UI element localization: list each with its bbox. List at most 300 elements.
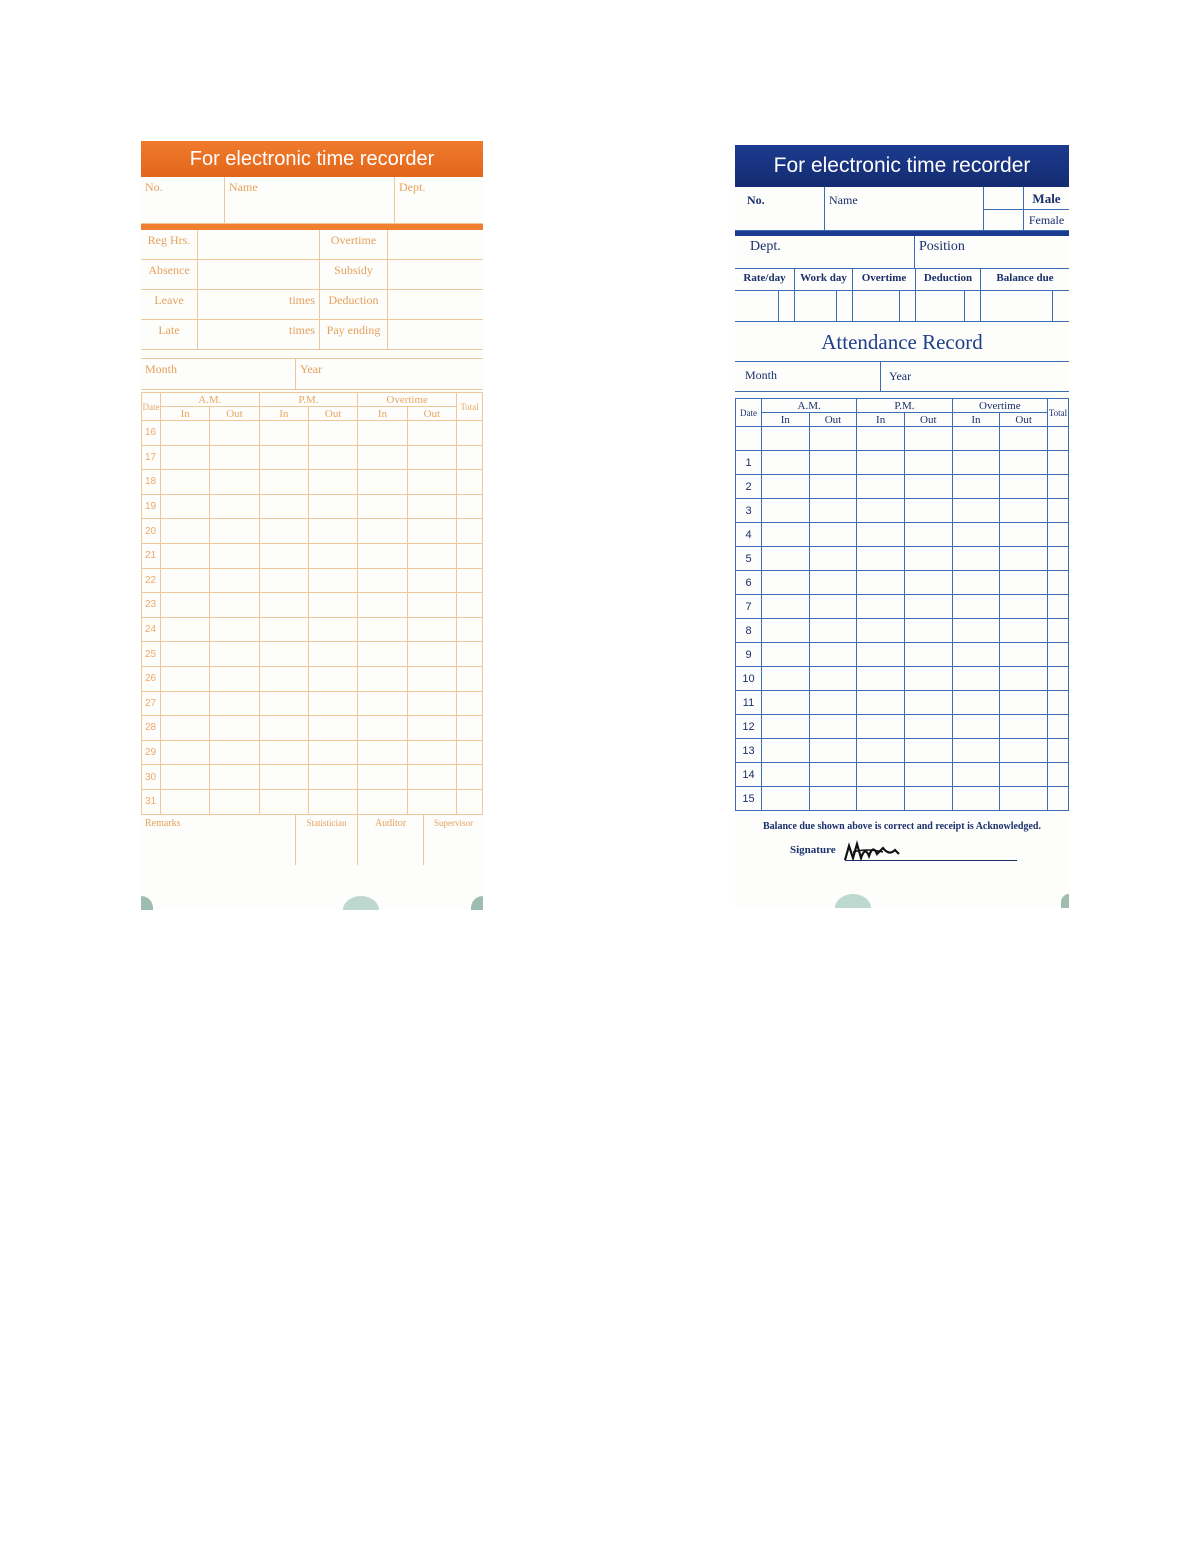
blue-time-cell[interactable] xyxy=(857,571,905,595)
orange-time-cell[interactable] xyxy=(210,765,259,790)
orange-time-cell[interactable] xyxy=(210,740,259,765)
orange-time-cell[interactable] xyxy=(358,691,407,716)
blue-time-cell[interactable] xyxy=(1048,619,1069,643)
blue-time-cell[interactable] xyxy=(762,499,810,523)
orange-time-cell[interactable] xyxy=(259,789,308,814)
orange-time-cell[interactable] xyxy=(259,765,308,790)
orange-time-cell[interactable] xyxy=(161,666,210,691)
blue-time-cell[interactable] xyxy=(1000,667,1048,691)
orange-card-corner xyxy=(141,896,153,910)
blue-time-cell[interactable] xyxy=(762,427,810,451)
orange-time-cell[interactable] xyxy=(210,789,259,814)
blue-name-field[interactable]: Name xyxy=(825,187,984,230)
blue-time-cell[interactable] xyxy=(857,643,905,667)
orange-time-cell[interactable] xyxy=(161,445,210,470)
orange-supervisor-field[interactable]: Supervisor xyxy=(434,817,473,828)
orange-time-cell[interactable] xyxy=(259,445,308,470)
orange-time-cell[interactable] xyxy=(407,470,456,495)
orange-time-cell[interactable] xyxy=(358,666,407,691)
blue-time-cell[interactable] xyxy=(1000,475,1048,499)
orange-time-cell[interactable] xyxy=(407,666,456,691)
orange-info-unit[interactable]: times xyxy=(198,290,320,319)
orange-info-value[interactable] xyxy=(388,230,483,259)
orange-time-cell[interactable] xyxy=(259,568,308,593)
orange-time-cell[interactable] xyxy=(457,421,483,446)
orange-pm-header: P.M. xyxy=(259,393,358,407)
orange-time-cell[interactable] xyxy=(407,691,456,716)
blue-time-cell[interactable] xyxy=(1048,595,1069,619)
blue-date-row xyxy=(736,451,1069,475)
blue-time-cell[interactable] xyxy=(904,643,952,667)
blue-month-row xyxy=(735,362,1069,392)
blue-time-cell[interactable] xyxy=(857,763,905,787)
orange-time-cell[interactable] xyxy=(210,445,259,470)
orange-time-cell[interactable] xyxy=(259,494,308,519)
orange-info-unit[interactable] xyxy=(198,230,320,259)
orange-time-cell[interactable] xyxy=(308,593,357,618)
orange-time-cell[interactable] xyxy=(259,642,308,667)
blue-time-cell[interactable] xyxy=(857,499,905,523)
orange-info-label: Overtime xyxy=(320,230,388,259)
orange-time-cell[interactable] xyxy=(457,642,483,667)
blue-time-cell[interactable] xyxy=(857,427,905,451)
orange-time-cell[interactable] xyxy=(259,470,308,495)
blue-time-cell[interactable] xyxy=(1000,739,1048,763)
orange-time-cell[interactable] xyxy=(358,421,407,446)
blue-time-cell[interactable] xyxy=(1048,427,1069,451)
blue-time-cell[interactable] xyxy=(1000,691,1048,715)
blue-time-cell[interactable] xyxy=(809,451,857,475)
blue-dept-field[interactable]: Dept. xyxy=(735,236,915,268)
blue-time-cell[interactable] xyxy=(952,643,1000,667)
orange-date-label: 31 xyxy=(142,789,161,814)
orange-name-field[interactable]: Name xyxy=(225,177,395,223)
orange-time-cell[interactable] xyxy=(308,691,357,716)
orange-time-cell[interactable] xyxy=(358,445,407,470)
orange-time-cell[interactable] xyxy=(308,470,357,495)
blue-time-cell[interactable] xyxy=(857,619,905,643)
blue-time-cell[interactable] xyxy=(762,523,810,547)
orange-time-cell[interactable] xyxy=(457,691,483,716)
orange-time-cell[interactable] xyxy=(308,765,357,790)
orange-time-cell[interactable] xyxy=(161,691,210,716)
blue-time-cell[interactable] xyxy=(1000,499,1048,523)
orange-time-cell[interactable] xyxy=(308,543,357,568)
blue-pay-cell[interactable] xyxy=(916,291,965,321)
blue-year-field[interactable]: Year xyxy=(889,369,912,383)
orange-info-value[interactable] xyxy=(388,260,483,289)
blue-time-cell[interactable] xyxy=(762,691,810,715)
orange-time-cell[interactable] xyxy=(308,740,357,765)
blue-time-cell[interactable] xyxy=(952,787,1000,811)
blue-time-cell[interactable] xyxy=(857,451,905,475)
orange-date-label: 29 xyxy=(142,740,161,765)
blue-time-cell[interactable] xyxy=(1000,451,1048,475)
blue-time-cell[interactable] xyxy=(1048,763,1069,787)
blue-date-label: 14 xyxy=(736,763,762,787)
orange-time-cell[interactable] xyxy=(308,617,357,642)
orange-time-cell[interactable] xyxy=(358,789,407,814)
orange-time-cell[interactable] xyxy=(407,421,456,446)
orange-no-field[interactable]: No. xyxy=(141,177,225,223)
blue-female-box[interactable] xyxy=(984,210,1023,230)
signature-line xyxy=(845,860,1017,861)
blue-time-cell[interactable] xyxy=(952,499,1000,523)
orange-time-cell[interactable] xyxy=(407,740,456,765)
blue-time-cell[interactable] xyxy=(809,787,857,811)
orange-time-cell[interactable] xyxy=(210,617,259,642)
orange-time-cell[interactable] xyxy=(308,642,357,667)
orange-date-row xyxy=(142,568,483,593)
blue-time-cell[interactable] xyxy=(1000,595,1048,619)
blue-time-cell[interactable] xyxy=(762,451,810,475)
blue-time-cell[interactable] xyxy=(952,451,1000,475)
orange-time-cell[interactable] xyxy=(407,789,456,814)
orange-time-cell[interactable] xyxy=(210,421,259,446)
orange-time-cell[interactable] xyxy=(210,568,259,593)
blue-time-cell[interactable] xyxy=(809,739,857,763)
blue-pay-cell[interactable] xyxy=(795,291,837,321)
blue-time-cell[interactable] xyxy=(1000,763,1048,787)
blue-time-cell[interactable] xyxy=(809,715,857,739)
orange-info-value[interactable] xyxy=(388,320,483,349)
blue-time-cell[interactable] xyxy=(762,643,810,667)
blue-time-cell[interactable] xyxy=(952,427,1000,451)
blue-time-cell[interactable] xyxy=(857,667,905,691)
orange-statistician-field[interactable]: Statistician xyxy=(296,815,358,865)
orange-info-row xyxy=(141,290,483,320)
blue-time-cell[interactable] xyxy=(762,595,810,619)
orange-time-cell[interactable] xyxy=(407,543,456,568)
blue-time-cell[interactable] xyxy=(762,475,810,499)
orange-time-cell[interactable] xyxy=(161,421,210,446)
blue-pay-cell[interactable] xyxy=(965,291,981,321)
blue-time-cell[interactable] xyxy=(857,715,905,739)
orange-time-cell[interactable] xyxy=(308,716,357,741)
blue-time-cell[interactable] xyxy=(1000,715,1048,739)
orange-time-cell[interactable] xyxy=(259,593,308,618)
orange-time-cell[interactable] xyxy=(259,543,308,568)
blue-pay-cell[interactable] xyxy=(837,291,853,321)
orange-time-cell[interactable] xyxy=(161,740,210,765)
orange-date-label: 16 xyxy=(142,421,161,446)
orange-time-cell[interactable] xyxy=(210,666,259,691)
orange-time-cell[interactable] xyxy=(358,740,407,765)
orange-time-cell[interactable] xyxy=(161,765,210,790)
blue-time-cell[interactable] xyxy=(762,547,810,571)
blue-time-cell[interactable] xyxy=(952,571,1000,595)
blue-time-cell[interactable] xyxy=(952,595,1000,619)
orange-time-cell[interactable] xyxy=(161,519,210,544)
orange-time-cell[interactable] xyxy=(358,470,407,495)
blue-time-cell[interactable] xyxy=(762,619,810,643)
orange-time-cell[interactable] xyxy=(161,593,210,618)
orange-time-cell[interactable] xyxy=(358,519,407,544)
blue-time-cell[interactable] xyxy=(1048,739,1069,763)
blue-time-cell[interactable] xyxy=(857,595,905,619)
orange-date-label: 21 xyxy=(142,543,161,568)
blue-time-cell[interactable] xyxy=(1048,715,1069,739)
orange-time-cell[interactable] xyxy=(259,716,308,741)
blue-date-row xyxy=(736,739,1069,763)
orange-year-field[interactable]: Year xyxy=(300,362,323,376)
blue-gender-labels xyxy=(1024,187,1069,230)
blue-time-cell[interactable] xyxy=(1048,667,1069,691)
orange-info-label: Leave xyxy=(141,290,198,319)
blue-time-cell[interactable] xyxy=(904,475,952,499)
blue-date-label: 6 xyxy=(736,571,762,595)
orange-time-cell[interactable] xyxy=(259,519,308,544)
blue-time-cell[interactable] xyxy=(904,763,952,787)
orange-time-cell[interactable] xyxy=(161,716,210,741)
orange-time-cell[interactable] xyxy=(161,789,210,814)
blue-date-row xyxy=(736,571,1069,595)
orange-time-cell[interactable] xyxy=(259,740,308,765)
blue-time-cell[interactable] xyxy=(952,475,1000,499)
blue-time-cell[interactable] xyxy=(809,571,857,595)
blue-out-header: Out xyxy=(904,413,952,427)
blue-time-cell[interactable] xyxy=(1000,619,1048,643)
orange-time-cell[interactable] xyxy=(358,543,407,568)
orange-time-cell[interactable] xyxy=(407,519,456,544)
blue-time-cell[interactable] xyxy=(857,739,905,763)
orange-time-cell[interactable] xyxy=(259,691,308,716)
orange-date-row xyxy=(142,445,483,470)
orange-time-cell[interactable] xyxy=(407,568,456,593)
orange-time-cell[interactable] xyxy=(457,716,483,741)
blue-male-box[interactable] xyxy=(984,187,1023,210)
orange-time-cell[interactable] xyxy=(358,617,407,642)
blue-date-label: 4 xyxy=(736,523,762,547)
blue-date-label: 13 xyxy=(736,739,762,763)
blue-time-cell[interactable] xyxy=(1048,451,1069,475)
blue-time-cell[interactable] xyxy=(762,787,810,811)
blue-time-cell[interactable] xyxy=(1000,643,1048,667)
blue-time-cell[interactable] xyxy=(952,619,1000,643)
orange-out-header: Out xyxy=(210,407,259,421)
orange-info-value[interactable] xyxy=(388,290,483,319)
blue-time-cell[interactable] xyxy=(904,691,952,715)
orange-time-cell[interactable] xyxy=(308,666,357,691)
blue-time-cell[interactable] xyxy=(857,523,905,547)
blue-time-cell[interactable] xyxy=(762,667,810,691)
blue-time-cell[interactable] xyxy=(952,523,1000,547)
blue-pay-values-row xyxy=(735,291,1069,322)
blue-time-cell[interactable] xyxy=(952,763,1000,787)
blue-time-cell[interactable] xyxy=(1000,523,1048,547)
blue-pay-cell[interactable] xyxy=(1053,291,1069,321)
orange-time-cell[interactable] xyxy=(161,617,210,642)
orange-date-label: 22 xyxy=(142,568,161,593)
blue-time-cell[interactable] xyxy=(1048,691,1069,715)
orange-time-cell[interactable] xyxy=(407,494,456,519)
orange-time-cell[interactable] xyxy=(308,421,357,446)
blue-time-cell[interactable] xyxy=(1048,571,1069,595)
orange-time-cell[interactable] xyxy=(259,617,308,642)
blue-time-cell[interactable] xyxy=(857,547,905,571)
blue-time-cell[interactable] xyxy=(809,475,857,499)
orange-time-cell[interactable] xyxy=(161,642,210,667)
blue-time-cell[interactable] xyxy=(809,763,857,787)
blue-time-cell[interactable] xyxy=(1000,787,1048,811)
orange-remarks-field[interactable]: Remarks xyxy=(141,815,296,865)
orange-out-header: Out xyxy=(308,407,357,421)
blue-time-cell[interactable] xyxy=(809,499,857,523)
orange-time-cell[interactable] xyxy=(457,666,483,691)
orange-time-cell[interactable] xyxy=(210,543,259,568)
blue-overtime-header: Overtime xyxy=(853,269,916,290)
blue-time-cell[interactable] xyxy=(809,691,857,715)
orange-time-cell[interactable] xyxy=(358,568,407,593)
blue-time-cell[interactable] xyxy=(1048,499,1069,523)
blue-month-field[interactable]: Month xyxy=(735,362,881,391)
blue-no-field[interactable]: No. xyxy=(735,187,825,230)
blue-pay-cell[interactable] xyxy=(735,291,779,321)
blue-pay-cell[interactable] xyxy=(981,291,1053,321)
blue-time-cell[interactable] xyxy=(904,547,952,571)
blue-time-cell[interactable] xyxy=(952,667,1000,691)
blue-time-cell[interactable] xyxy=(1048,523,1069,547)
blue-time-cell[interactable] xyxy=(857,691,905,715)
orange-time-cell[interactable] xyxy=(457,617,483,642)
orange-auditor-field[interactable]: Auditor xyxy=(358,815,424,865)
blue-time-cell[interactable] xyxy=(809,523,857,547)
orange-time-cell[interactable] xyxy=(210,519,259,544)
orange-time-cell[interactable] xyxy=(457,494,483,519)
orange-info-unit[interactable]: times xyxy=(198,320,320,349)
blue-time-cell[interactable] xyxy=(904,523,952,547)
orange-time-cell[interactable] xyxy=(161,568,210,593)
blue-pay-cell[interactable] xyxy=(853,291,900,321)
orange-time-cell[interactable] xyxy=(407,593,456,618)
orange-time-cell[interactable] xyxy=(259,666,308,691)
orange-info-label: Subsidy xyxy=(320,260,388,289)
orange-time-cell[interactable] xyxy=(457,740,483,765)
orange-info-unit[interactable] xyxy=(198,260,320,289)
blue-date-row xyxy=(736,427,1069,451)
blue-date-label xyxy=(736,427,762,451)
blue-date-label: 1 xyxy=(736,451,762,475)
blue-time-cell[interactable] xyxy=(809,643,857,667)
blue-time-cell[interactable] xyxy=(904,571,952,595)
orange-time-cell[interactable] xyxy=(210,691,259,716)
blue-time-cell[interactable] xyxy=(1048,547,1069,571)
orange-time-cell[interactable] xyxy=(308,445,357,470)
blue-time-cell[interactable] xyxy=(809,595,857,619)
blue-time-cell[interactable] xyxy=(952,547,1000,571)
orange-time-cell[interactable] xyxy=(358,716,407,741)
orange-time-cell[interactable] xyxy=(457,568,483,593)
orange-time-cell[interactable] xyxy=(210,470,259,495)
orange-time-cell[interactable] xyxy=(457,470,483,495)
orange-time-cell[interactable] xyxy=(210,593,259,618)
orange-time-cell[interactable] xyxy=(457,445,483,470)
orange-time-cell[interactable] xyxy=(358,593,407,618)
orange-card-corner xyxy=(471,896,483,910)
blue-time-cell[interactable] xyxy=(904,619,952,643)
orange-time-cell[interactable] xyxy=(457,519,483,544)
blue-time-cell[interactable] xyxy=(904,499,952,523)
blue-time-cell[interactable] xyxy=(809,619,857,643)
orange-time-cell[interactable] xyxy=(308,789,357,814)
blue-time-cell[interactable] xyxy=(1048,643,1069,667)
orange-time-cell[interactable] xyxy=(308,494,357,519)
blue-time-cell[interactable] xyxy=(952,691,1000,715)
blue-time-cell[interactable] xyxy=(1000,427,1048,451)
blue-time-cell[interactable] xyxy=(904,739,952,763)
blue-pay-cell[interactable] xyxy=(779,291,795,321)
blue-time-cell[interactable] xyxy=(952,739,1000,763)
blue-time-cell[interactable] xyxy=(1000,547,1048,571)
blue-time-cell[interactable] xyxy=(857,475,905,499)
blue-time-cell[interactable] xyxy=(762,763,810,787)
orange-date-row xyxy=(142,519,483,544)
blue-time-cell[interactable] xyxy=(762,571,810,595)
blue-time-cell[interactable] xyxy=(904,427,952,451)
blue-time-cell[interactable] xyxy=(904,715,952,739)
orange-time-cell[interactable] xyxy=(407,716,456,741)
orange-date-row xyxy=(142,765,483,790)
orange-time-cell[interactable] xyxy=(259,421,308,446)
orange-time-cell[interactable] xyxy=(210,642,259,667)
orange-time-cell[interactable] xyxy=(407,765,456,790)
blue-time-cell[interactable] xyxy=(1048,475,1069,499)
orange-time-cell[interactable] xyxy=(358,494,407,519)
orange-time-cell[interactable] xyxy=(161,543,210,568)
blue-time-cell[interactable] xyxy=(904,451,952,475)
orange-month-field[interactable]: Month xyxy=(141,359,296,389)
blue-time-cell[interactable] xyxy=(809,667,857,691)
blue-time-cell[interactable] xyxy=(1000,571,1048,595)
blue-date-row xyxy=(736,787,1069,811)
blue-time-cell[interactable] xyxy=(809,427,857,451)
orange-time-cell[interactable] xyxy=(308,519,357,544)
orange-dept-field[interactable]: Dept. xyxy=(399,180,426,194)
orange-time-cell[interactable] xyxy=(407,617,456,642)
blue-time-cell[interactable] xyxy=(762,739,810,763)
blue-position-field[interactable]: Position xyxy=(919,239,965,254)
blue-time-cell[interactable] xyxy=(904,667,952,691)
orange-time-cell[interactable] xyxy=(407,445,456,470)
orange-time-cell[interactable] xyxy=(161,470,210,495)
orange-time-cell[interactable] xyxy=(308,568,357,593)
blue-time-cell[interactable] xyxy=(1048,787,1069,811)
orange-time-cell[interactable] xyxy=(457,593,483,618)
blue-time-cell[interactable] xyxy=(904,787,952,811)
blue-pay-cell[interactable] xyxy=(900,291,916,321)
signature-area[interactable] xyxy=(735,832,1069,856)
orange-date-label: 28 xyxy=(142,716,161,741)
orange-date-header: Date xyxy=(142,393,161,421)
orange-time-cell[interactable] xyxy=(358,765,407,790)
blue-date-row xyxy=(736,691,1069,715)
orange-time-cell[interactable] xyxy=(161,494,210,519)
orange-time-cell[interactable] xyxy=(210,494,259,519)
blue-time-cell[interactable] xyxy=(809,547,857,571)
blue-time-cell[interactable] xyxy=(952,715,1000,739)
orange-time-cell[interactable] xyxy=(210,716,259,741)
orange-time-cell[interactable] xyxy=(457,789,483,814)
blue-date-row xyxy=(736,523,1069,547)
orange-time-cell[interactable] xyxy=(407,642,456,667)
blue-time-cell[interactable] xyxy=(857,787,905,811)
orange-time-cell[interactable] xyxy=(457,765,483,790)
blue-time-cell[interactable] xyxy=(762,715,810,739)
orange-time-cell[interactable] xyxy=(457,543,483,568)
blue-time-cell[interactable] xyxy=(904,595,952,619)
blue-attendance-grid xyxy=(735,398,1069,811)
orange-time-cell[interactable] xyxy=(358,642,407,667)
